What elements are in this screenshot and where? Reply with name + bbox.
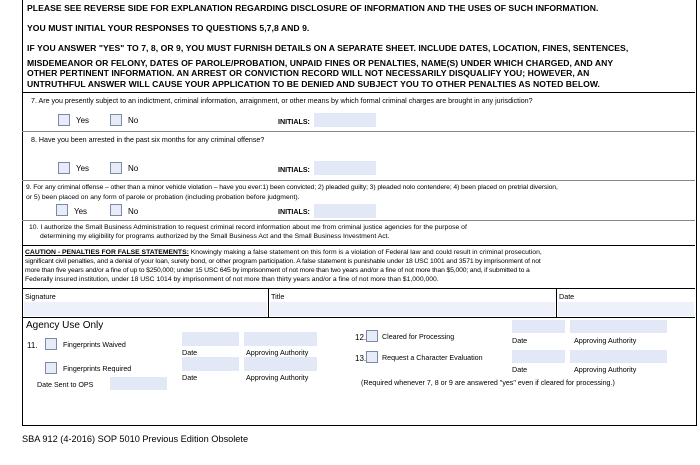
- q7-no-label: No: [128, 116, 139, 125]
- cleared-for-processing-label: Cleared for Processing: [382, 333, 455, 341]
- header-line-4: MISDEMEANOR OR FELONY, DATES OF PAROLE/PROBATION, UNPAID FINES OR PENALTIES, NAME(S) UNDER WHICH CHARGED, AND ANY: [27, 58, 614, 68]
- item-13-number: 13.: [355, 354, 367, 363]
- q7-no-checkbox[interactable]: [110, 114, 122, 126]
- q7-yes-checkbox[interactable]: [58, 114, 70, 126]
- q7-yes-label: Yes: [76, 116, 90, 125]
- approving-authority-label: Approving Authority: [574, 336, 637, 345]
- fingerprints-waived-authority-field[interactable]: [244, 332, 317, 346]
- fingerprints-waived-label: Fingerprints Waived: [63, 341, 126, 349]
- question-9-text-1: 9. For any criminal offense – other than a minor vehicle violation – have you ever:1) been convicted; 2) pleaded guilty; 3) pleaded nolo contendere; 4) been placed on pretrial diversion,: [26, 184, 558, 191]
- q8-yes-label: Yes: [76, 164, 90, 173]
- caution-line-1: [25, 249, 542, 256]
- divider: [22, 131, 695, 132]
- divider: [22, 288, 695, 289]
- date-label: Date: [559, 292, 575, 301]
- character-eval-date-field[interactable]: [512, 350, 565, 363]
- fingerprints-required-label: Fingerprints Required: [63, 365, 132, 373]
- cleared-for-processing-checkbox[interactable]: [366, 330, 378, 342]
- q9-no-checkbox[interactable]: [110, 204, 122, 216]
- fingerprints-required-date-field[interactable]: [182, 357, 239, 371]
- approving-authority-label: Approving Authority: [574, 365, 637, 374]
- question-8-text: 8. Have you been arrested in the past six months for any criminal offense?: [31, 136, 265, 144]
- character-evaluation-note: (Required whenever 7, 8 or 9 are answered "yes" even if cleared for processing.): [361, 379, 615, 387]
- question-10-text-2: determining my eligibility for programs authorized by the Small Business Act and the Small Business Investment Act.: [40, 233, 390, 240]
- cleared-date-field[interactable]: [512, 320, 565, 333]
- item-11-number: 11.: [27, 341, 38, 350]
- q9-no-label: No: [128, 207, 139, 216]
- date-sent-to-ops-label: Date Sent to OPS: [37, 381, 94, 389]
- date-field[interactable]: [558, 302, 694, 316]
- date-label: Date: [182, 373, 198, 382]
- title-field[interactable]: [270, 302, 555, 316]
- signature-field[interactable]: [24, 302, 267, 316]
- divider: [268, 288, 269, 317]
- question-10-text-1: 10. I authorize the Small Business Administration to request criminal record information about me from criminal justice agencies for the purpose of: [29, 224, 467, 231]
- caution-text-2: significant civil penalties, and a denial of your loan, surety bond, or other program participation. A false statement is punishable under 18 USC 1001 and 3571 by imprisonment of not: [25, 258, 541, 265]
- title-label: Title: [271, 292, 285, 301]
- date-label: Date: [182, 348, 198, 357]
- date-label: Date: [512, 365, 528, 374]
- q8-initials-field[interactable]: [314, 161, 376, 175]
- divider: [22, 92, 695, 93]
- q9-initials-label: INITIALS:: [278, 208, 310, 216]
- q9-yes-checkbox[interactable]: [56, 204, 68, 216]
- divider: [22, 220, 695, 221]
- fingerprints-required-authority-field[interactable]: [244, 357, 317, 371]
- fingerprints-waived-checkbox[interactable]: [45, 338, 57, 350]
- agency-heading: Agency Use Only: [26, 320, 104, 331]
- fingerprints-waived-date-field[interactable]: [182, 332, 239, 346]
- divider: [556, 288, 557, 317]
- header-line-5: OTHER PERTINENT INFORMATION. AN ARREST OR CONVICTION RECORD WILL NOT NECESSARILY DISQUALIFY YOU; HOWEVER, AN: [27, 68, 590, 78]
- divider: [22, 317, 695, 318]
- q9-yes-label: Yes: [74, 207, 88, 216]
- q9-initials-field[interactable]: [314, 204, 376, 218]
- q7-initials-field[interactable]: [314, 113, 376, 127]
- q8-no-label: No: [128, 164, 139, 173]
- character-evaluation-checkbox[interactable]: [366, 351, 378, 363]
- q7-initials-label: INITIALS:: [278, 118, 310, 126]
- date-sent-to-ops-field[interactable]: [110, 377, 167, 390]
- header-line-6: UNTRUTHFUL ANSWER WILL CAUSE YOUR APPLICATION TO BE DENIED AND SUBJECT YOU TO OTHER PENALTIES AS NOTED BELOW.: [27, 79, 600, 89]
- cleared-authority-field[interactable]: [570, 320, 667, 333]
- approving-authority-label: Approving Authority: [246, 348, 309, 357]
- header-line-1: PLEASE SEE REVERSE SIDE FOR EXPLANATION REGARDING DISCLOSURE OF INFORMATION AND THE USES OF SUCH INFORMATION.: [27, 3, 599, 13]
- caution-heading: CAUTION - PENALTIES FOR FALSE STATEMENTS:: [25, 249, 189, 256]
- divider: [22, 180, 695, 181]
- q8-yes-checkbox[interactable]: [58, 162, 70, 174]
- character-eval-authority-field[interactable]: [570, 350, 667, 363]
- q8-no-checkbox[interactable]: [110, 162, 122, 174]
- signature-label: Signature: [25, 292, 56, 301]
- q8-initials-label: INITIALS:: [278, 166, 310, 174]
- header-line-2: YOU MUST INITIAL YOUR RESPONSES TO QUESTIONS 5,7,8 AND 9.: [27, 23, 310, 33]
- item-12-number: 12.: [355, 333, 367, 342]
- character-evaluation-label: Request a Character Evaluation: [382, 354, 483, 362]
- caution-text-1: Knowingly making a false statement on this form is a violation of Federal law and could result in criminal prosecution,: [188, 249, 542, 256]
- question-7-text: 7. Are you presently subject to an indictment, criminal information, arraignment, or other means by which formal criminal charges are brought in any jurisdiction?: [31, 97, 533, 105]
- caution-text-3: more than five years and/or a fine of up to $250,000; under 15 USC 645 by imprisonment of not more than two years and/or a fine of not more than $5,000; and, if submitted to a: [25, 267, 530, 274]
- form-footer: SBA 912 (4-2016) SOP 5010 Previous Edition Obsolete: [22, 434, 249, 444]
- fingerprints-required-checkbox[interactable]: [45, 362, 57, 374]
- divider: [22, 245, 695, 246]
- caution-text-4: Federally insured institution, under 18 USC 1014 by imprisonment of not more than thirty years and/or a fine of not more than $1,000,000.: [25, 276, 439, 283]
- approving-authority-label: Approving Authority: [246, 373, 309, 382]
- header-line-3: IF YOU ANSWER "YES" TO 7, 8, OR 9, YOU MUST FURNISH DETAILS ON A SEPARATE SHEET. INCLUDE DATES, LOCATION, FINES, SENTENCES,: [27, 43, 629, 53]
- date-label: Date: [512, 336, 528, 345]
- question-9-text-2: or 5) been placed on any form of parole or probation (including probation before judgment).: [26, 194, 300, 201]
